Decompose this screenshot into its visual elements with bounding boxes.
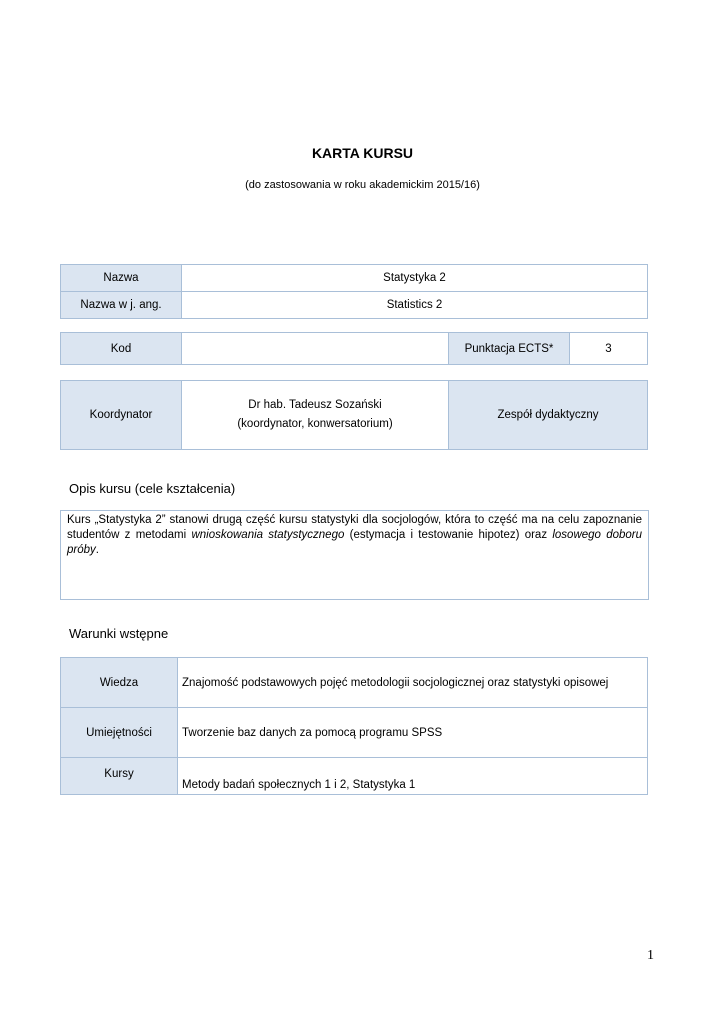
code-value xyxy=(182,333,449,365)
code-label: Kod xyxy=(61,333,182,365)
name-en-value: Statistics 2 xyxy=(182,292,648,319)
ects-value: 3 xyxy=(570,333,648,365)
name-en-label: Nazwa w j. ang. xyxy=(61,292,182,319)
page-number: 1 xyxy=(647,948,654,963)
description-text-2: (estymacja i testowanie hipotez) oraz xyxy=(344,529,553,541)
prereq-courses-value: Metody badań społecznych 1 i 2, Statystyka 1 xyxy=(178,758,648,795)
name-value: Statystyka 2 xyxy=(182,265,648,292)
coordinator-name: Dr hab. Tadeusz Sozański xyxy=(248,399,382,411)
coordinator-label: Koordynator xyxy=(61,381,182,450)
description-text-1: Kurs „Statystyka 2” stanowi drugą część kursu statystyki dla socjologów, która to część ma na celu zapoznanie studentów z metodami xyxy=(67,514,642,541)
coordinator-table xyxy=(60,380,648,450)
name-label: Nazwa xyxy=(61,265,182,292)
page-title: KARTA KURSU xyxy=(311,145,414,161)
prerequisites-table xyxy=(60,657,648,795)
ects-label: Punktacja ECTS* xyxy=(449,333,570,365)
prereq-courses-label: Kursy xyxy=(61,758,178,795)
description-box xyxy=(60,510,649,600)
coordinator-value xyxy=(182,381,449,450)
description-text-3: . xyxy=(95,544,99,556)
prerequisites-heading: Warunki wstępne xyxy=(69,626,169,641)
description-heading: Opis kursu (cele kształcenia) xyxy=(69,481,236,496)
description-emphasis-2: losowego doboru próby xyxy=(67,529,642,556)
prereq-skills-label: Umiejętności xyxy=(61,708,178,758)
code-table xyxy=(60,332,648,365)
prereq-knowledge-label: Wiedza xyxy=(61,658,178,708)
prereq-skills-value: Tworzenie baz danych za pomocą programu SPSS xyxy=(178,708,648,758)
page-subtitle: (do zastosowania w roku akademickim 2015/16) xyxy=(245,179,480,191)
description-emphasis-1: wnioskowania statystycznego xyxy=(191,529,345,541)
coordinator-role: (koordynator, konwersatorium) xyxy=(237,418,393,430)
team-label: Zespół dydaktyczny xyxy=(449,381,648,450)
course-name-table xyxy=(60,264,648,319)
prereq-knowledge-value: Znajomość podstawowych pojęć metodologii socjologicznej oraz statystyki opisowej xyxy=(178,658,648,708)
